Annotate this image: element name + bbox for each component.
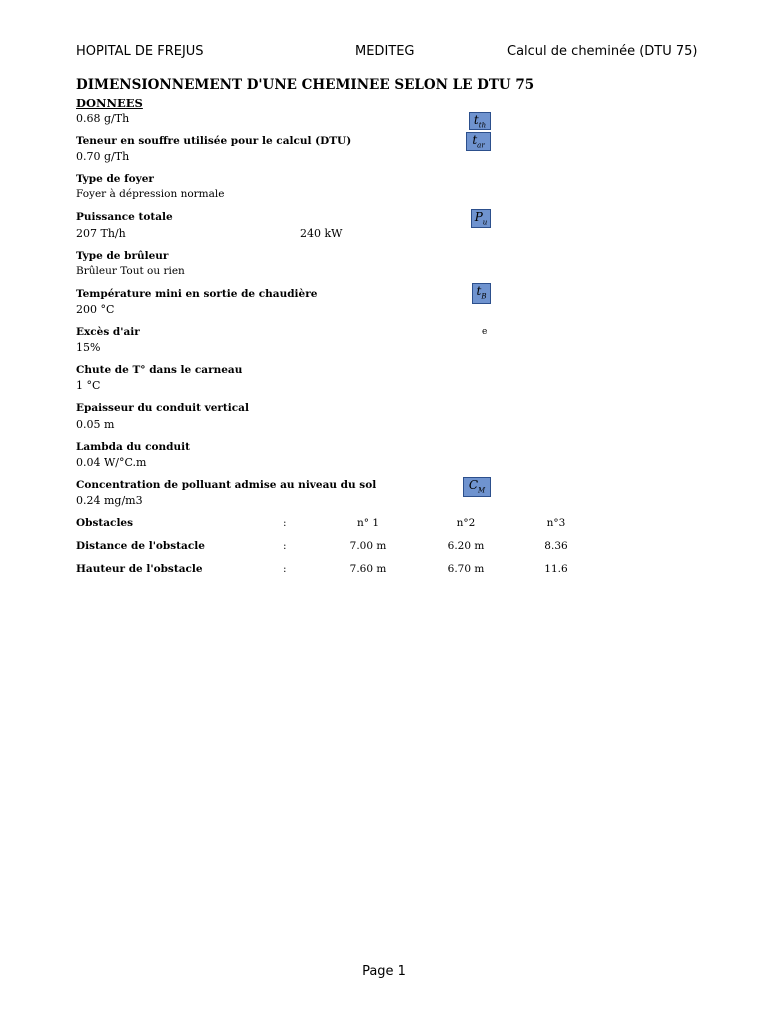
obstacle-header-3: n°3: [546, 517, 566, 529]
bruleur-label: Type de brûleur: [76, 250, 169, 262]
soufre-dtu-label: Teneur en souffre utilisée pour le calcul (DTU): [76, 135, 352, 147]
symbol-pu: $P_u$: [471, 209, 491, 228]
concentration-value: 0.24 mg/m3: [76, 494, 143, 507]
symbol-tth: $t_{th}$: [469, 112, 491, 130]
obstacle-header-1: n° 1: [356, 517, 380, 529]
symbol-tar: $t_{ar}$: [466, 132, 491, 151]
table-row: [76, 563, 596, 577]
distance-label: Distance de l'obstacle: [76, 540, 205, 552]
obstacle-header-2: n°2: [456, 517, 476, 529]
exces-value: 15%: [76, 341, 101, 354]
header-doc-title: Calcul de cheminée (DTU 75): [507, 44, 698, 59]
table-row: [76, 517, 596, 531]
foyer-label: Type de foyer: [76, 173, 154, 185]
epaisseur-value: 0.05 m: [76, 418, 115, 431]
temperature-value: 200 °C: [76, 303, 115, 316]
distance-2: 6.20 m: [447, 540, 485, 552]
header-company: MEDITEG: [355, 44, 415, 59]
distance-3: 8.36: [544, 540, 568, 552]
exces-label: Excès d'air: [76, 326, 140, 338]
soufre-value: 0.68 g/Th: [76, 112, 130, 125]
lambda-value: 0.04 W/°C.m: [76, 456, 147, 469]
chute-value: 1 °C: [76, 379, 101, 392]
puissance-label: Puissance totale: [76, 211, 173, 223]
temperature-label: Température mini en sortie de chaudière: [76, 288, 318, 300]
header-hospital: HOPITAL DE FREJUS: [76, 44, 204, 59]
soufre-dtu-value: 0.70 g/Th: [76, 150, 130, 163]
page-title: DIMENSIONNEMENT D'UNE CHEMINEE SELON LE DTU 75: [76, 77, 535, 93]
symbol-cm: $C_M$: [463, 477, 491, 497]
symbol-e: e: [482, 327, 488, 337]
concentration-label: Concentration de polluant admise au niveau du sol: [76, 479, 377, 491]
distance-1: 7.00 m: [349, 540, 387, 552]
page-number: Page 1: [362, 964, 406, 979]
puissance-value: 207 Th/h: [76, 227, 126, 240]
section-title: DONNEES: [76, 96, 143, 110]
colon: :: [283, 540, 287, 552]
puissance-value-kw: 240 kW: [300, 227, 343, 240]
colon: :: [283, 517, 287, 529]
colon: :: [283, 563, 287, 575]
lambda-label: Lambda du conduit: [76, 441, 190, 453]
hauteur-1: 7.60 m: [349, 563, 387, 575]
hauteur-3: 11.6: [544, 563, 568, 575]
bruleur-value: Brûleur Tout ou rien: [76, 265, 185, 277]
table-row: [76, 540, 596, 554]
hauteur-label: Hauteur de l'obstacle: [76, 563, 203, 575]
chute-label: Chute de T° dans le carneau: [76, 364, 243, 376]
epaisseur-label: Epaisseur du conduit vertical: [76, 402, 249, 414]
foyer-value: Foyer à dépression normale: [76, 188, 225, 200]
obstacles-label: Obstacles: [76, 517, 134, 529]
hauteur-2: 6.70 m: [447, 563, 485, 575]
symbol-tb: $t_B$: [472, 283, 491, 304]
